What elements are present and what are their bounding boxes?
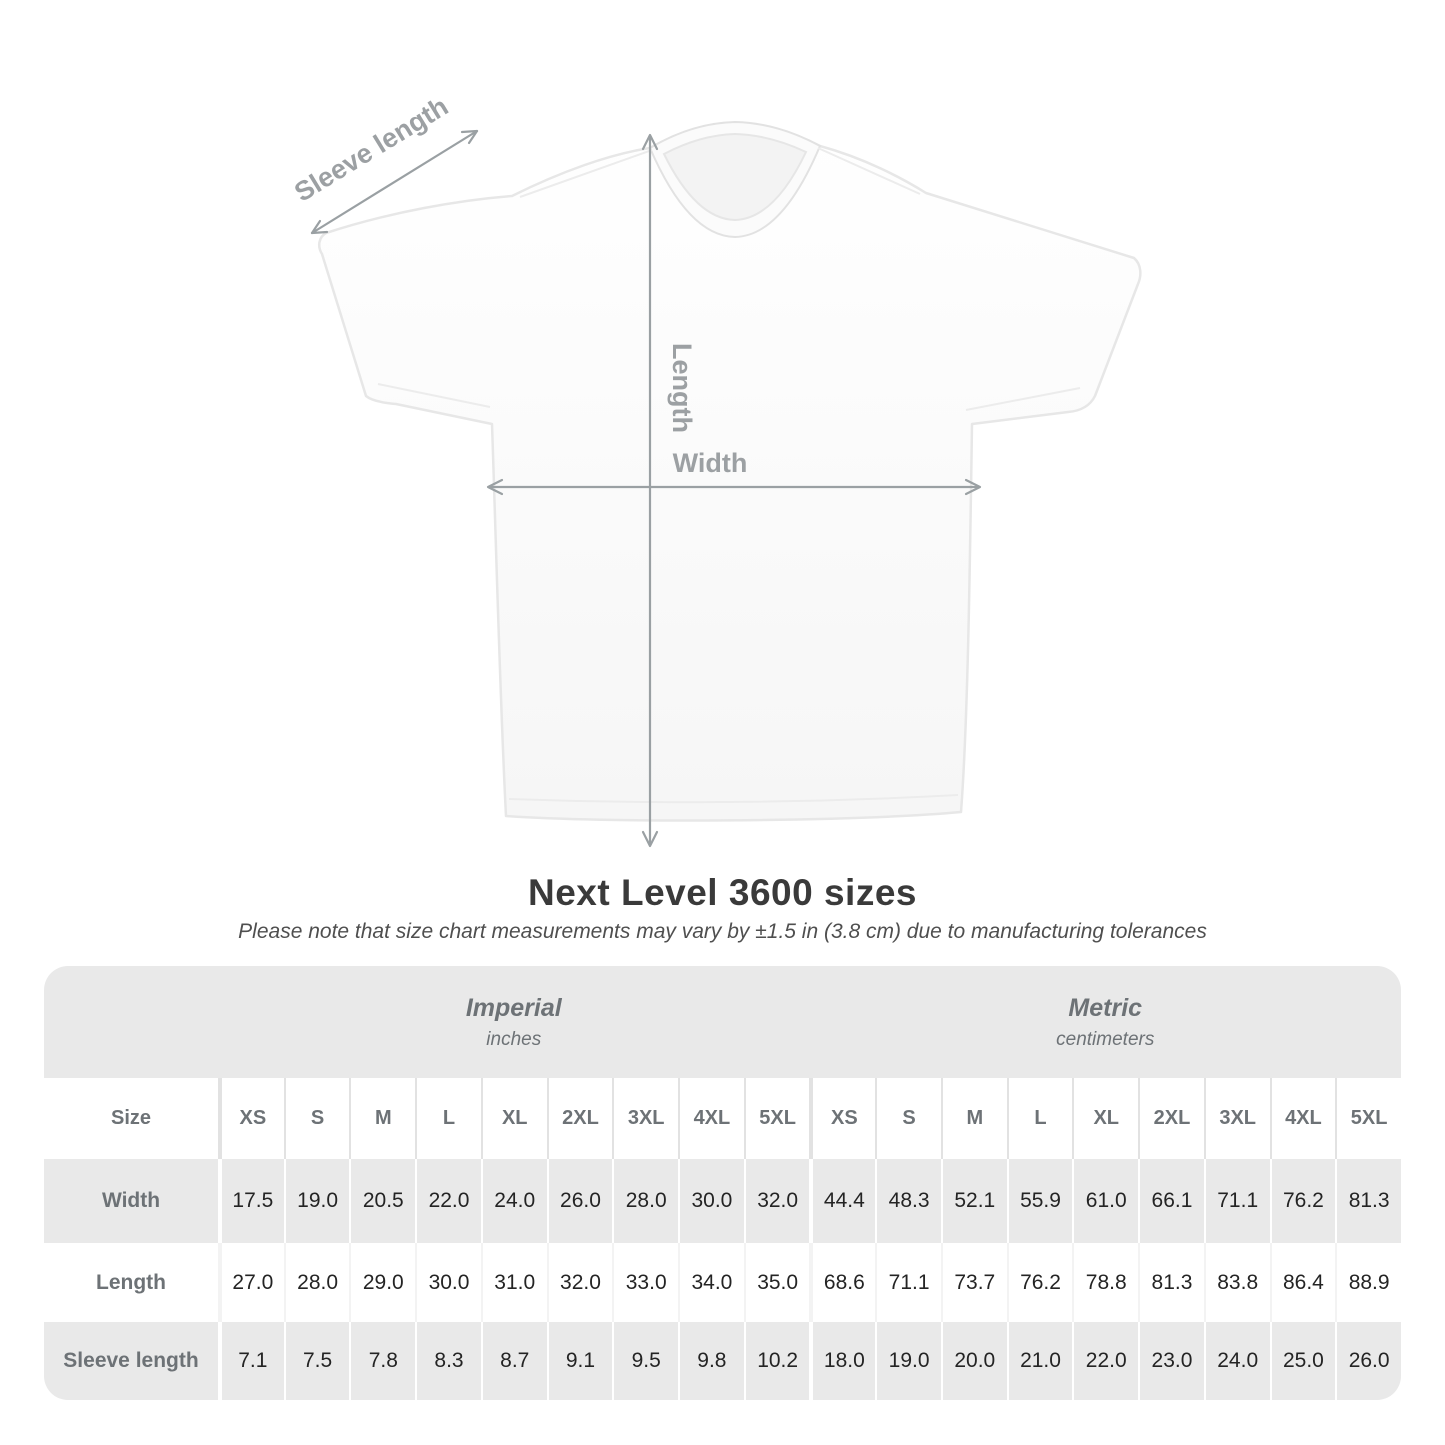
- size-header-imperial: M: [349, 1078, 415, 1159]
- width-imperial-value: 22.0: [415, 1159, 481, 1243]
- size-header-imperial: 2XL: [547, 1078, 613, 1159]
- width-imperial-value: 26.0: [547, 1159, 613, 1243]
- width-metric-value: 81.3: [1335, 1159, 1401, 1243]
- width-arrow-label: Width: [672, 448, 748, 478]
- page-title: Next Level 3600 sizes: [528, 872, 917, 913]
- length-imperial-value: 30.0: [415, 1243, 481, 1322]
- length-metric-value: 68.6: [809, 1243, 875, 1322]
- width-imperial-value: 17.5: [218, 1159, 284, 1243]
- width-imperial-value: 20.5: [349, 1159, 415, 1243]
- sleeve-metric-value: 18.0: [809, 1322, 875, 1400]
- width-metric-value: 71.1: [1204, 1159, 1270, 1243]
- size-header-metric: 5XL: [1335, 1078, 1401, 1159]
- metric-group-unit: centimeters: [1056, 1028, 1155, 1050]
- size-header-metric: XL: [1072, 1078, 1138, 1159]
- size-column-header: Size: [110, 1107, 152, 1129]
- imperial-group-unit: inches: [486, 1028, 542, 1050]
- width-metric-value: 52.1: [941, 1159, 1007, 1243]
- size-header-imperial: XS: [218, 1078, 284, 1159]
- sleeve-metric-value: 20.0: [941, 1322, 1007, 1400]
- width-metric-value: 61.0: [1072, 1159, 1138, 1243]
- metric-group-header: [810, 966, 1402, 1078]
- sleeve-metric-value: 22.0: [1072, 1322, 1138, 1400]
- size-header-metric: 3XL: [1204, 1078, 1270, 1159]
- imperial-group-label: Imperial: [465, 993, 562, 1022]
- size-header-metric: 2XL: [1138, 1078, 1204, 1159]
- sleeve-imperial-value: 7.5: [284, 1322, 350, 1400]
- length-metric-value: 71.1: [875, 1243, 941, 1322]
- row-label: Width: [101, 1189, 161, 1212]
- sleeve-metric-value: 21.0: [1007, 1322, 1073, 1400]
- row-label: Sleeve length: [63, 1349, 199, 1372]
- sleeve-length-arrow-label: Sleeve length: [289, 91, 454, 208]
- size-header-metric: XS: [809, 1078, 875, 1159]
- width-metric-value: 44.4: [809, 1159, 875, 1243]
- size-header-imperial: L: [415, 1078, 481, 1159]
- length-imperial-value: 34.0: [678, 1243, 744, 1322]
- length-metric-value: 86.4: [1270, 1243, 1336, 1322]
- length-metric-value: 83.8: [1204, 1243, 1270, 1322]
- imperial-group-header: [218, 966, 810, 1078]
- width-imperial-value: 30.0: [678, 1159, 744, 1243]
- sleeve-metric-value: 25.0: [1270, 1322, 1336, 1400]
- length-imperial-value: 27.0: [218, 1243, 284, 1322]
- length-imperial-value: 33.0: [612, 1243, 678, 1322]
- sleeve-imperial-value: 7.1: [218, 1322, 284, 1400]
- length-metric-value: 88.9: [1335, 1243, 1401, 1322]
- sleeve-imperial-value: 10.2: [744, 1322, 810, 1400]
- length-metric-value: 76.2: [1007, 1243, 1073, 1322]
- width-metric-value: 76.2: [1270, 1159, 1336, 1243]
- sleeve-metric-value: 19.0: [875, 1322, 941, 1400]
- sleeve-imperial-value: 9.8: [678, 1322, 744, 1400]
- length-metric-value: 73.7: [941, 1243, 1007, 1322]
- size-header-imperial: XL: [481, 1078, 547, 1159]
- unit-group-header-row: [44, 966, 1401, 1078]
- sleeve-imperial-value: 7.8: [349, 1322, 415, 1400]
- sleeve-imperial-value: 8.7: [481, 1322, 547, 1400]
- length-imperial-value: 31.0: [481, 1243, 547, 1322]
- row-label: Length: [96, 1270, 166, 1294]
- width-metric-value: 66.1: [1138, 1159, 1204, 1243]
- metric-group-label: Metric: [1068, 993, 1143, 1022]
- sleeve-imperial-value: 9.5: [612, 1322, 678, 1400]
- length-imperial-value: 29.0: [349, 1243, 415, 1322]
- size-header-imperial: 5XL: [744, 1078, 810, 1159]
- width-imperial-value: 19.0: [284, 1159, 350, 1243]
- width-imperial-value: 24.0: [481, 1159, 547, 1243]
- table-row-sleeve-length: [44, 1322, 1401, 1400]
- sleeve-imperial-value: 8.3: [415, 1322, 481, 1400]
- sleeve-metric-value: 23.0: [1138, 1322, 1204, 1400]
- length-imperial-value: 28.0: [284, 1243, 350, 1322]
- table-row-width: [44, 1159, 1401, 1243]
- tolerance-note: Please note that size chart measurements may vary by ±1.5 in (3.8 cm) due to manufacturing tolerances: [238, 920, 1207, 943]
- width-metric-value: 48.3: [875, 1159, 941, 1243]
- length-imperial-value: 32.0: [547, 1243, 613, 1322]
- size-header-imperial: S: [284, 1078, 350, 1159]
- size-table: [44, 966, 1401, 1400]
- length-metric-value: 78.8: [1072, 1243, 1138, 1322]
- length-arrow-label: Length: [667, 343, 697, 433]
- table-row-length: [44, 1243, 1401, 1322]
- size-header-metric: 4XL: [1270, 1078, 1336, 1159]
- size-header-metric: M: [941, 1078, 1007, 1159]
- size-header-row: [44, 1078, 1401, 1159]
- size-header-metric: L: [1007, 1078, 1073, 1159]
- width-imperial-value: 28.0: [612, 1159, 678, 1243]
- sleeve-metric-value: 24.0: [1204, 1322, 1270, 1400]
- sleeve-metric-value: 26.0: [1335, 1322, 1401, 1400]
- width-imperial-value: 32.0: [744, 1159, 810, 1243]
- size-header-metric: S: [875, 1078, 941, 1159]
- size-header-imperial: 3XL: [612, 1078, 678, 1159]
- size-header-imperial: 4XL: [678, 1078, 744, 1159]
- sleeve-imperial-value: 9.1: [547, 1322, 613, 1400]
- width-metric-value: 55.9: [1007, 1159, 1073, 1243]
- length-metric-value: 81.3: [1138, 1243, 1204, 1322]
- length-imperial-value: 35.0: [744, 1243, 810, 1322]
